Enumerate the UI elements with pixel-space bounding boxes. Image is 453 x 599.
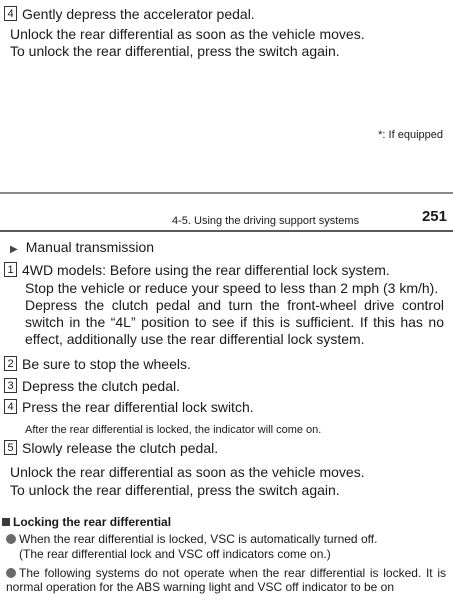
triangle-right-icon: ▶ (10, 244, 18, 255)
step-text: Gently depress the accelerator pedal. (22, 6, 255, 22)
locking-section-title (2, 515, 171, 529)
section-title-text: Locking the rear differential (13, 515, 172, 529)
bullet-text: When the rear differential is locked, VSC is automatically turned off. (19, 532, 378, 546)
manual-after-line-2: To unlock the rear differential, press the switch again. (10, 482, 340, 498)
step-text: Be sure to stop the wheels. (22, 356, 191, 372)
step-text: Depress the clutch pedal. (22, 378, 180, 394)
page-number: 251 (421, 208, 447, 225)
step-1-paragraph: Depress the clutch pedal and turn the front-wheel drive control switch in the “4L” position to see if this is sufficient. If this has no effect, additionally use the rear differential lock system. (25, 297, 444, 347)
step-text: Slowly release the clutch pedal. (22, 440, 219, 456)
manual-step-5 (4, 440, 218, 457)
manual-step-2 (4, 356, 191, 373)
step-number-badge: 2 (4, 356, 17, 371)
step-text: 4WD models: Before using the rear differential lock system. (22, 262, 390, 278)
top-step-4 (4, 6, 255, 23)
step-text: Press the rear differential lock switch. (22, 399, 254, 415)
step-number-badge: 4 (4, 6, 17, 21)
manual-step-1 (4, 262, 390, 279)
step-number-badge: 1 (4, 262, 17, 277)
bullet-text: The following systems do not operate when the rear differential is locked. It is normal operation for the ABS warning light and VSC off indicator to be on (6, 566, 446, 594)
step-1-line-2: Stop the vehicle or reduce your speed to less than 2 mph (3 km/h). (25, 280, 439, 296)
step-number-badge: 5 (4, 440, 17, 455)
top-paragraph-line-1: Unlock the rear differential as soon as the vehicle moves. (10, 26, 365, 42)
running-header-section: 4-5. Using the driving support systems (172, 215, 360, 227)
manual-step-4 (4, 399, 254, 416)
step-4-note: After the rear differential is locked, the indicator will come on. (25, 424, 322, 436)
bullet-icon (6, 534, 16, 544)
manual-transmission-heading (10, 239, 154, 258)
heading-text: Manual transmission (25, 239, 155, 255)
header-rule (0, 230, 453, 232)
square-bullet-icon (2, 518, 10, 526)
locking-bullet-1 (6, 532, 377, 546)
step-number-badge: 4 (4, 399, 17, 414)
bullet-icon (6, 568, 16, 578)
manual-after-line-1: Unlock the rear differential as soon as the vehicle moves. (10, 464, 365, 480)
step-number-badge: 3 (4, 378, 17, 393)
page-break-divider (0, 192, 453, 194)
top-paragraph-line-2: To unlock the rear differential, press the switch again. (10, 43, 340, 59)
footnote: *: If equipped (378, 129, 443, 141)
manual-step-3 (4, 378, 180, 395)
locking-bullet-2 (6, 566, 446, 594)
locking-bullet-1-line-2: (The rear differential lock and VSC off indicators come on.) (19, 547, 331, 561)
